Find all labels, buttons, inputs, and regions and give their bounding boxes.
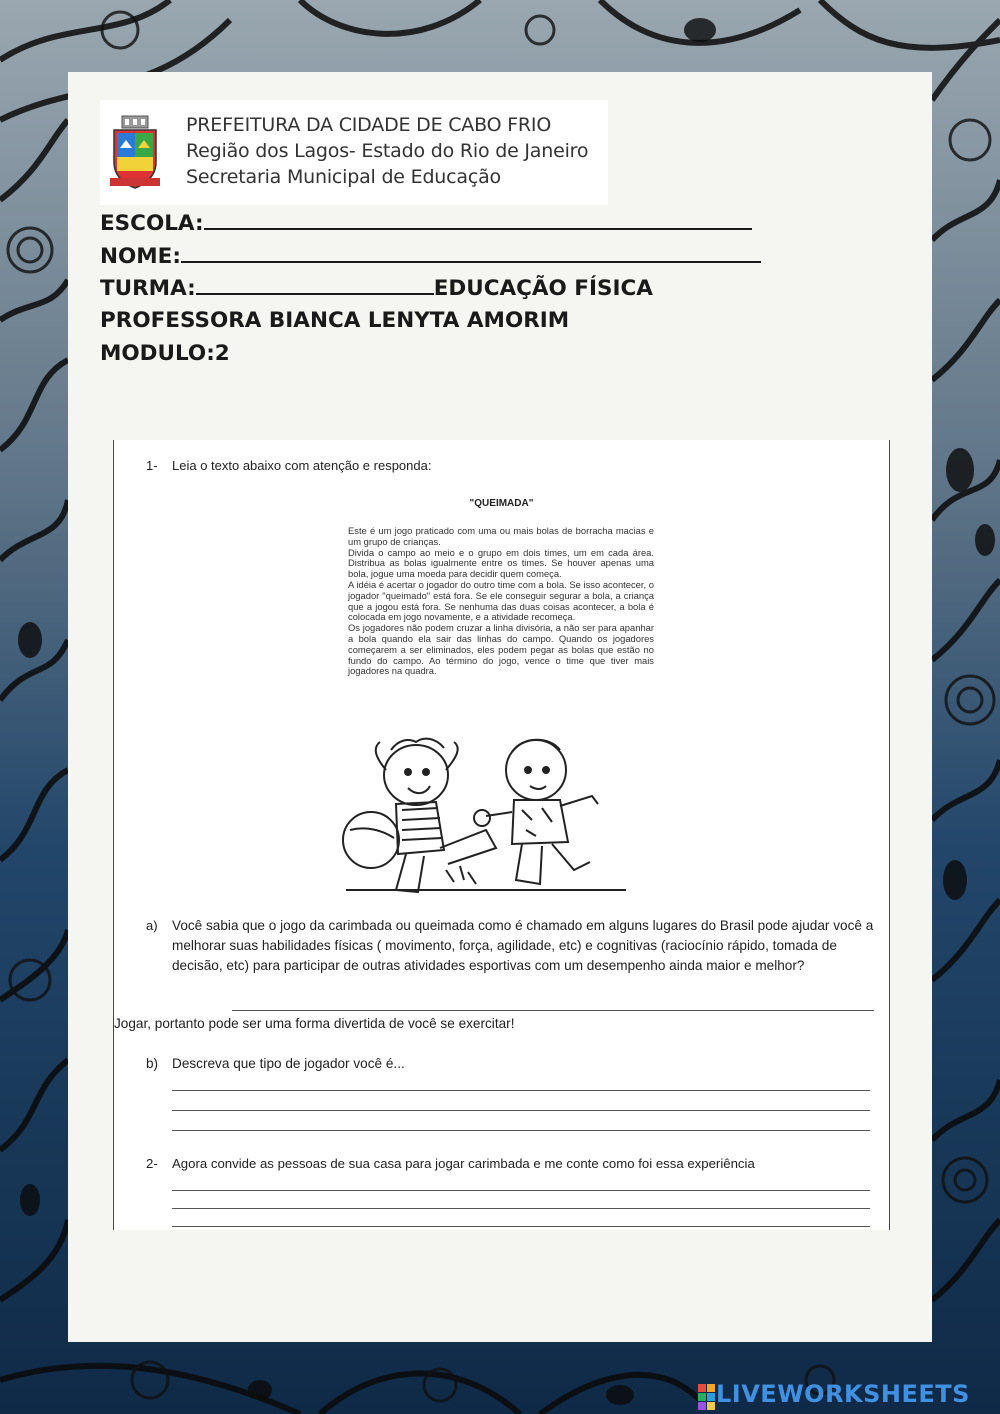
story-paragraph-4: Os jogadores não podem cruzar a linha divisória, a não ser para apanhar a bola quando ela sair das linhas do campo. Quando os jogadores começarem a ser eliminados, eles podem pegar as bolas que estão no fundo do campo. Ao término do jogo, vence o time que tiver mais jogadores na quadra. <box>348 622 654 677</box>
qb-answer-line-3[interactable] <box>172 1130 870 1131</box>
teacher-name: PROFESSORA BIANCA LENYTA AMORIM <box>100 308 570 333</box>
turma-label: TURMA: <box>100 276 196 301</box>
escola-label: ESCOLA: <box>100 211 204 236</box>
qb-letter: b) <box>146 1056 159 1071</box>
children-playing-illustration <box>336 730 636 900</box>
nome-field <box>100 243 761 269</box>
qb-answer-line-2[interactable] <box>172 1110 870 1111</box>
liveworksheets-watermark: LIVEWORKSHEETS <box>716 1380 970 1408</box>
qa-answer-line[interactable] <box>232 1010 874 1011</box>
escola-blank[interactable] <box>204 210 752 230</box>
nome-blank[interactable] <box>181 243 761 263</box>
story-paragraph-2: Divida o campo ao meio e o grupo em dois times, um em cada área. Distribua as bolas igualmente entre os times. Se houver apenas uma bola, jogue uma moeda para decidir quem começa. <box>348 546 654 580</box>
q2-answer-line-2[interactable] <box>172 1208 870 1209</box>
worksheet-body <box>113 440 890 1230</box>
header-line-2: Região dos Lagos- Estado do Rio de Janeiro <box>186 140 589 162</box>
story-title: "QUEIMADA" <box>469 498 534 509</box>
header-line-3: Secretaria Municipal de Educação <box>186 166 501 188</box>
q2-number: 2- <box>146 1156 158 1171</box>
q1-text: Leia o texto abaixo com atenção e responda: <box>172 458 432 473</box>
qa-text: Você sabia que o jogo da carimbada ou queimada como é chamado em alguns lugares do Brasil pode ajudar você a melhorar suas habilidades físicas ( movimento, força, agilidade, etc) e cognitivas (raciocínio rápido, tomada de decisão, etc) para participar de outras atividades esportivas com um desempenho ainda maior e melhor? <box>172 918 874 973</box>
qa-note: Jogar, portanto pode ser uma forma divertida de você se exercitar! <box>114 1016 515 1031</box>
story-text <box>336 526 654 677</box>
qb-text: Descreva que tipo de jogador você é... <box>172 1056 405 1071</box>
q2-text: Agora convide as pessoas de sua casa para jogar carimbada e me conte como foi essa experiência <box>172 1156 755 1171</box>
turma-blank[interactable] <box>196 275 434 295</box>
worksheet-page <box>68 72 932 1342</box>
escola-field <box>100 210 752 236</box>
story-paragraph-3: A idéia é acertar o jogador do outro time com a bola. Se isso acontecer, o jogador "queimado" está fora. Se ele conseguir segurar a bola, a criança que a jogou está fora. Se nenhuma das duas coisas acontecer, a bola é colocada em jogo novamente, e a atividade recomeça. <box>348 578 654 623</box>
q2-answer-line-3[interactable] <box>172 1226 870 1227</box>
story-paragraph-1: Este é um jogo praticado com uma ou mais bolas de borracha macias e um grupo de crianças. <box>348 525 654 547</box>
modulo-label: MODULO:2 <box>100 341 230 366</box>
qa-letter: a) <box>146 918 158 933</box>
q1-number: 1- <box>146 458 158 473</box>
header-line-1: PREFEITURA DA CIDADE DE CABO FRIO <box>186 114 552 136</box>
prefeitura-header <box>100 100 608 205</box>
subject-label: EDUCAÇÃO FÍSICA <box>433 276 653 301</box>
coat-of-arms-icon <box>108 114 162 194</box>
nome-label: NOME: <box>100 244 181 269</box>
q2-answer-line-1[interactable] <box>172 1190 870 1191</box>
turma-field <box>100 275 653 301</box>
qb-answer-line-1[interactable] <box>172 1090 870 1091</box>
